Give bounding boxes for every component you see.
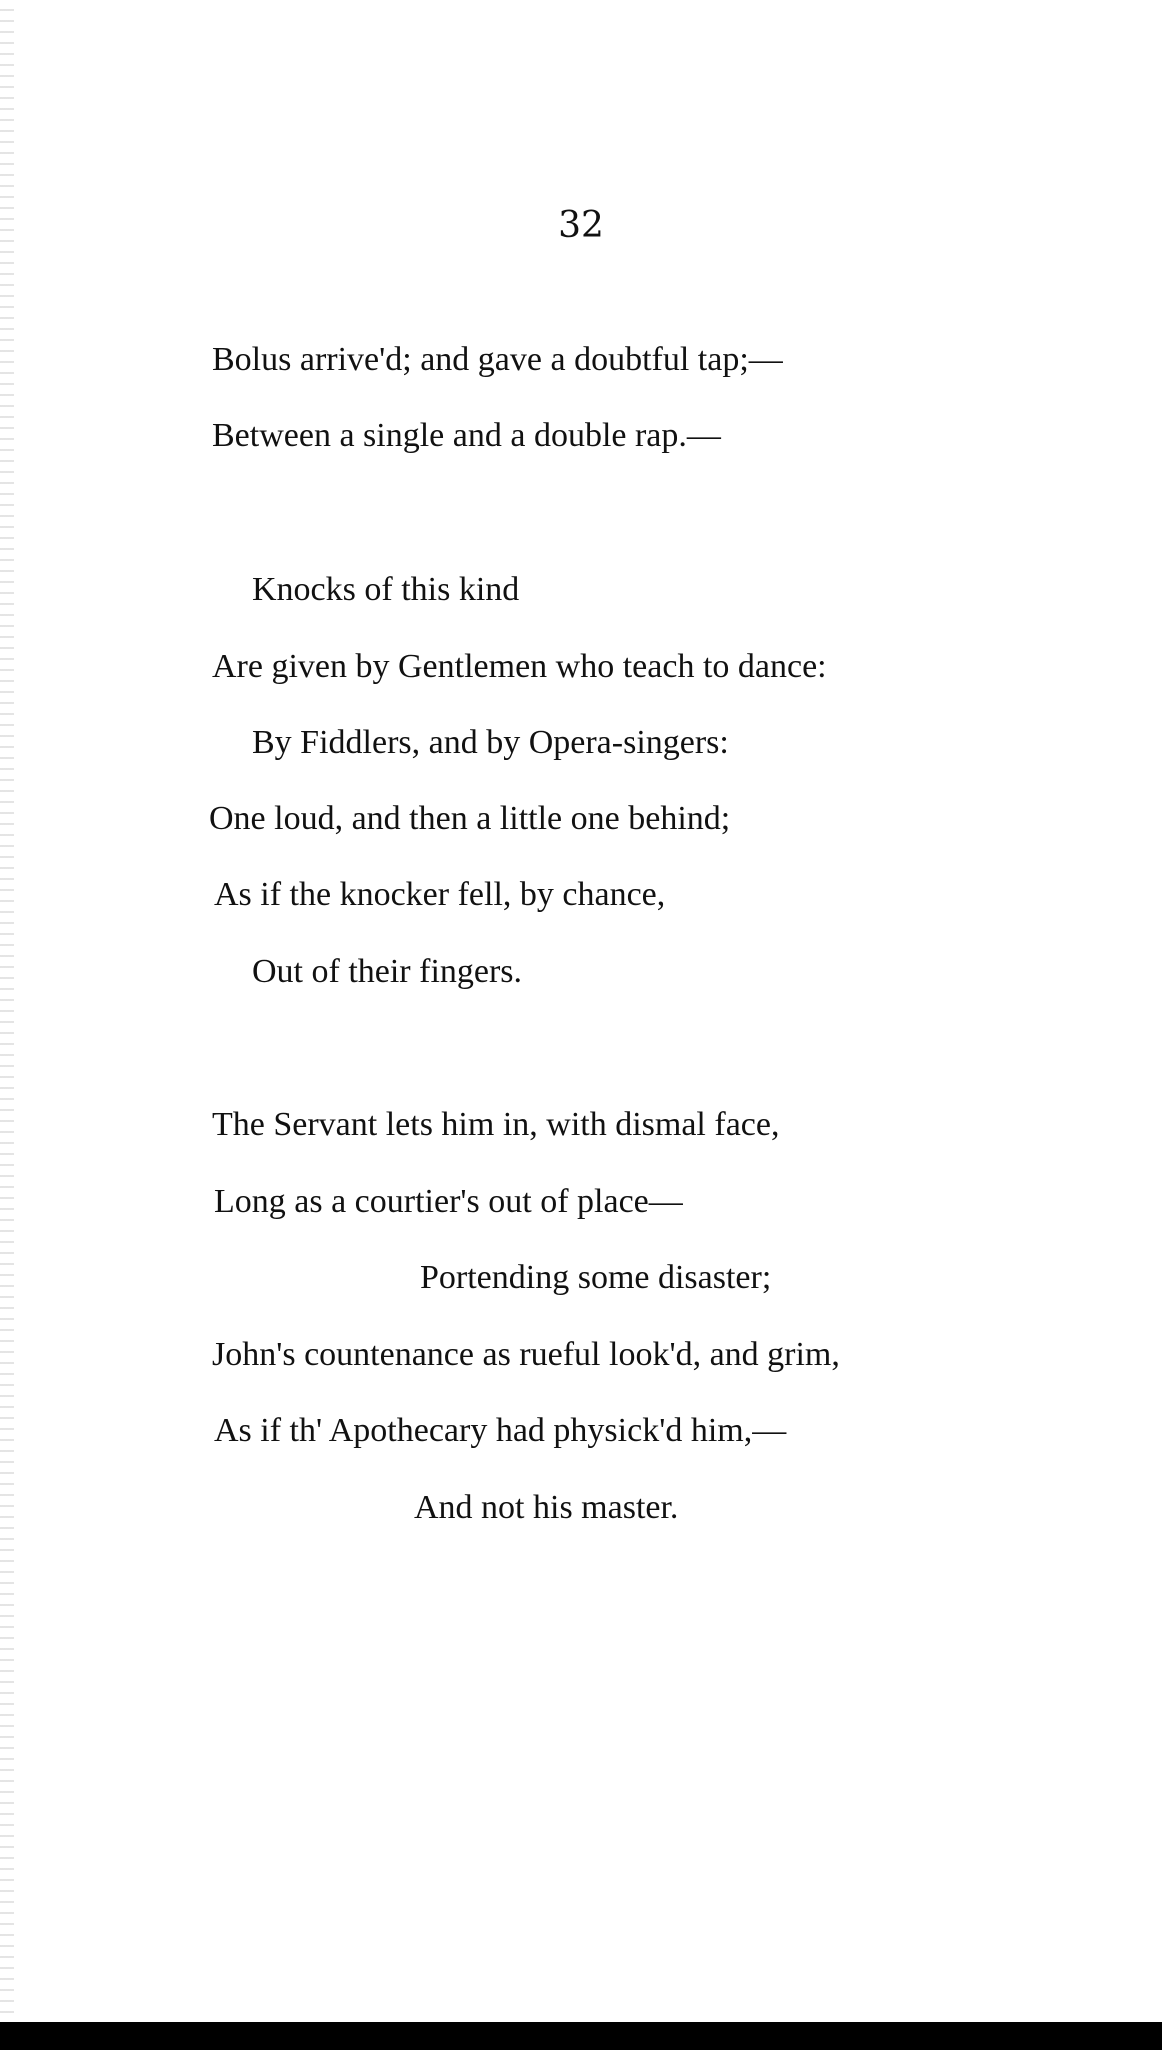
poem-line: Between a single and a double rap.— xyxy=(212,417,721,454)
poem-line: By Fiddlers, and by Opera-singers: xyxy=(252,724,729,761)
poem-line: John's countenance as rueful look'd, and grim, xyxy=(212,1336,840,1373)
page-number: 32 xyxy=(558,205,604,246)
poem-line: One loud, and then a little one behind; xyxy=(209,800,731,837)
poem-line: Long as a courtier's out of place— xyxy=(214,1183,683,1220)
poem-line: The Servant lets him in, with dismal face, xyxy=(212,1106,780,1143)
poem-line: As if th' Apothecary had physick'd him,— xyxy=(214,1412,787,1449)
poem-line: And not his master. xyxy=(414,1489,679,1526)
page-gutter-edge xyxy=(0,0,14,2022)
poem-line: Knocks of this kind xyxy=(252,571,520,608)
poem-line: As if the knocker fell, by chance, xyxy=(214,876,666,913)
poem-line: Out of their fingers. xyxy=(252,953,523,990)
poem-line: Portending some disaster; xyxy=(420,1259,772,1296)
poem-line: Are given by Gentlemen who teach to dance: xyxy=(212,648,827,685)
poem-line: Bolus arrive'd; and gave a doubtful tap;— xyxy=(212,341,783,378)
scan-bottom-edge xyxy=(0,2022,1162,2050)
